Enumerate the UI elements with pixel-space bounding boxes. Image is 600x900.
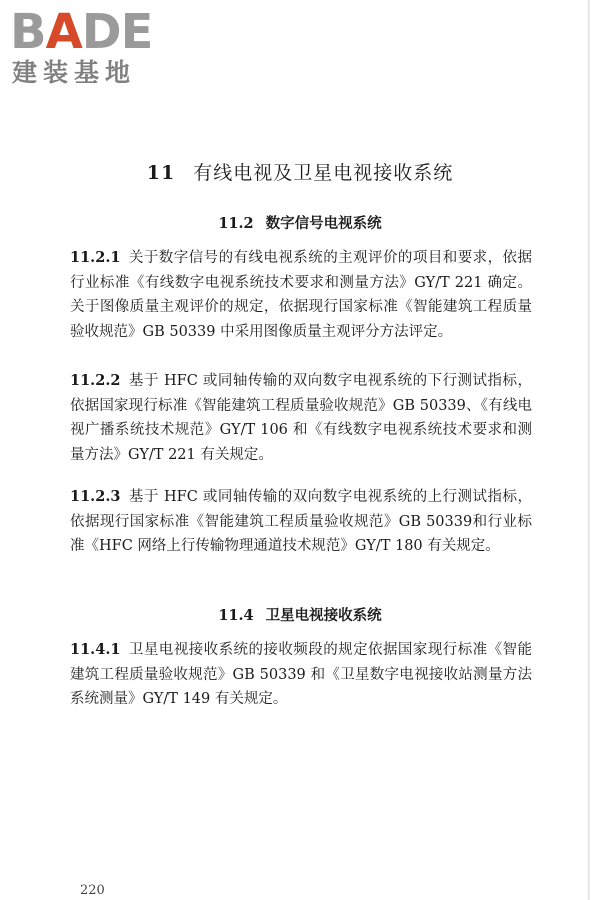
chapter-number: 11 xyxy=(146,162,176,184)
page-number: 220 xyxy=(80,883,105,898)
clause-text: 基于 HFC 或同轴传输的双向数字电视系统的下行测试指标，依据国家现行标准《智能建筑工程质量验收规范》GB 50339、《有线电视广播系统技术规范》GY/T 106 和《有线数字电视系统技术要求和测量方法》GY/T 221 有关规定。 xyxy=(70,373,532,463)
clause-text: 关于数字信号的有线电视系统的主观评价的项目和要求，依据行业标准《有线数字电视系统技术要求和测量方法》GY/T 221 确定。关于图像质量主观评价的规定，依据现行国家标准《智能建筑工程质量验收规范》GB 50339 中采用图像质量主观评分方法评定。 xyxy=(70,250,532,340)
clause-text: 基于 HFC 或同轴传输的双向数字电视系统的上行测试指标，依据现行国家标准《智能建筑工程质量验收规范》GB 50339和行业标准《HFC 网络上行传输物理通道技术规范》GY/T 180 有关规定。 xyxy=(70,489,532,554)
section-heading xyxy=(0,212,600,233)
logo-subtitle: 建装基地 xyxy=(12,58,137,87)
clause-number: 11.4.1 xyxy=(70,641,121,658)
section-number: 11.4 xyxy=(218,607,254,624)
clause-paragraph xyxy=(70,638,532,712)
section-title: 数字信号电视系统 xyxy=(265,215,382,232)
clause-paragraph xyxy=(70,246,532,344)
clause-number: 11.2.3 xyxy=(70,488,121,505)
section-heading xyxy=(0,604,600,625)
clause-paragraph xyxy=(70,485,532,559)
section-number: 11.2 xyxy=(218,215,254,232)
page-edge xyxy=(588,0,590,900)
brand-logo xyxy=(10,6,180,88)
chapter-title xyxy=(0,158,600,185)
clause-paragraph xyxy=(70,369,532,467)
clause-number: 11.2.1 xyxy=(70,249,121,266)
clause-text: 卫星电视接收系统的接收频段的规定依据国家现行标准《智能建筑工程质量验收规范》GB 50339 和《卫星数字电视接收站测量方法 系统测量》GY/T 149 有关规定。 xyxy=(70,642,532,707)
logo-mark: BADE xyxy=(10,4,153,60)
section-title: 卫星电视接收系统 xyxy=(265,607,382,624)
chapter-title-text: 有线电视及卫星电视接收系统 xyxy=(193,162,454,184)
clause-number: 11.2.2 xyxy=(70,372,121,389)
